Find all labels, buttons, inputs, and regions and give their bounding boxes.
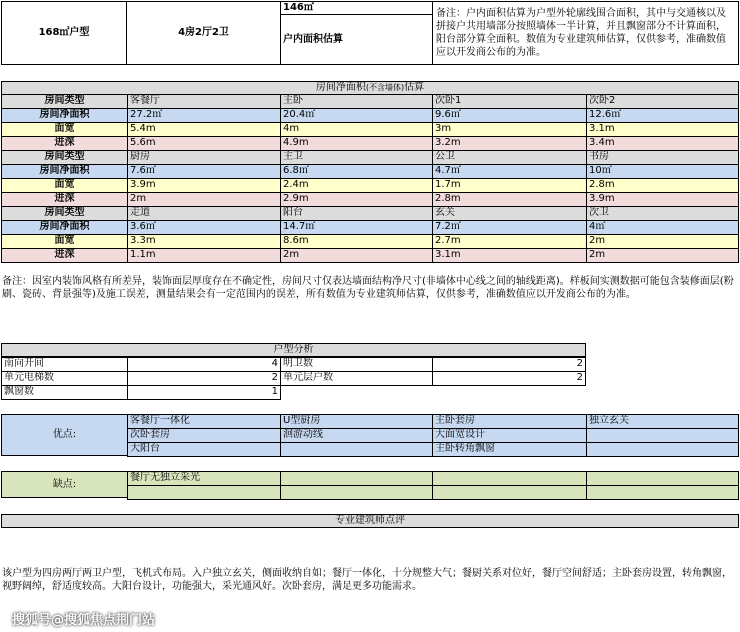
area-label: 户内面积估算 <box>283 34 343 45</box>
pros-item: 洄游动线 <box>280 428 433 443</box>
area-value: 146㎡ <box>283 2 314 13</box>
pros-item: U型厨房 <box>280 414 433 429</box>
watermark-text: 搜狐号@搜狐焦点荆门站 <box>12 613 156 628</box>
room-areas-cell: 10㎡ <box>586 164 739 179</box>
room-row-label: 房间类型 <box>1 150 128 165</box>
room-types-cell: 次卫 <box>586 206 739 221</box>
analysis-value-a: 2 <box>127 371 281 386</box>
area-value-cell <box>280 1 433 15</box>
room-types-cell: 阳台 <box>280 206 433 221</box>
cons-item: 餐厅无独立采光 <box>127 471 281 486</box>
pros-item: 客餐厅一体化 <box>127 414 281 429</box>
cons-label: 缺点: <box>52 479 77 490</box>
room-widths-cell: 3.1m <box>586 122 739 137</box>
unit-type-cell <box>1 1 127 65</box>
pros-item: 独立玄关 <box>586 414 739 429</box>
room-types-cell: 主卫 <box>280 150 433 165</box>
pros-item <box>586 428 739 443</box>
room-row-label: 房间净面积 <box>1 220 128 235</box>
analysis-value-b: 2 <box>432 371 586 386</box>
pros-item: 大阳台 <box>127 442 281 457</box>
room-areas-cell: 7.6㎡ <box>127 164 281 179</box>
analysis-title: 户型分析 <box>273 344 314 355</box>
room-types-cell: 次卧2 <box>586 94 739 109</box>
room-widths-cell: 2m <box>586 234 739 249</box>
room-row-label: 房间类型 <box>1 206 128 221</box>
room-row-label: 面宽 <box>1 122 128 137</box>
room-widths-cell: 2.8m <box>586 178 739 193</box>
room-depths-cell: 1.1m <box>127 248 281 263</box>
room-depths-cell: 3.9m <box>586 192 739 207</box>
room-widths-cell: 3.9m <box>127 178 281 193</box>
pros-item: 大面宽设计 <box>432 428 587 443</box>
room-areas-cell: 14.7㎡ <box>280 220 433 235</box>
room-areas-cell: 3.6㎡ <box>127 220 281 235</box>
unit-type: 168㎡户型 <box>38 27 90 38</box>
room-types-cell: 次卧1 <box>432 94 587 109</box>
room-depths-cell: 3.4m <box>586 136 739 151</box>
cons-item <box>586 471 739 486</box>
analysis-title-cell <box>1 343 586 357</box>
analysis-label-a: 南向开间 <box>1 357 128 372</box>
room-row-label: 进深 <box>1 136 128 151</box>
room-row-label: 进深 <box>1 248 128 263</box>
room-areas-cell: 20.4㎡ <box>280 108 433 123</box>
room-widths-cell: 8.6m <box>280 234 433 249</box>
room-table-title <box>1 81 739 95</box>
layout-text: 4房2厅2卫 <box>178 27 229 38</box>
cons-label-cell <box>1 471 128 498</box>
room-depths-cell: 2m <box>586 248 739 263</box>
cons-item <box>280 485 433 500</box>
room-note-text: 备注：因室内装饰风格有所差异，装饰面层厚度存在不确定性，房间尺寸仅表达墙面结构净尺寸(非墙体中心线之间的轴线距离)。样板间实测数据可能包含装修面层(粉刷、瓷砖、背景强等)及施工误差，测量结果会有一定范围内的误差，所有数值为专业建筑师估算，仅供参考，准确数值应以开发商公布的为准。 <box>2 276 734 300</box>
review-text: 该户型为四房两厅两卫户型，飞机式布局。入户独立玄关，侧面收纳自如；餐厅一体化，十分规整大气；餐厨关系对位好，餐厅空间舒适；主卧套房设置，转角飘窗，视野阔绰，舒适度较高。大阳台设计，功能强大，采光通风好。次卧套房，满足更多功能需求。 <box>2 568 732 592</box>
room-types-cell: 书房 <box>586 150 739 165</box>
room-widths-cell: 2.4m <box>280 178 433 193</box>
room-widths-cell: 4m <box>280 122 433 137</box>
room-table-title-small: (不含墙体) <box>365 83 405 92</box>
room-depths-cell: 5.6m <box>127 136 281 151</box>
analysis-value-a: 4 <box>127 357 281 372</box>
pros-item: 主卧套房 <box>432 414 587 429</box>
room-row-label: 进深 <box>1 192 128 207</box>
layout-cell <box>126 1 281 65</box>
pros-item <box>586 442 739 457</box>
room-areas-cell: 9.6㎡ <box>432 108 587 123</box>
header-note: 备注：户内面积估算为户型外轮廓线围合面积，其中与交通核以及拼接户共用墙部分按照墙体一半计算，并且飘窗部分不计算面积，阳台部分算全面积。数值为专业建筑师估算，仅供参考，准确数值应以开发商公布的为准。 <box>436 8 726 58</box>
room-row-label: 面宽 <box>1 234 128 249</box>
room-depths-cell: 4.9m <box>280 136 433 151</box>
analysis-label-b: 明卫数 <box>280 357 433 372</box>
area-label-cell <box>280 14 433 65</box>
analysis-value-b: 2 <box>432 357 586 372</box>
room-depths-cell: 2m <box>280 248 433 263</box>
room-table-title-main: 房间净面积 <box>315 82 366 93</box>
analysis-label-a: 飘窗数 <box>1 385 128 400</box>
analysis-label-a: 单元电梯数 <box>1 371 128 386</box>
room-types-cell: 主卧 <box>280 94 433 109</box>
pros-item: 次卧套房 <box>127 428 281 443</box>
cons-item <box>127 485 281 500</box>
room-depths-cell: 3.2m <box>432 136 587 151</box>
review-title-cell <box>1 514 739 528</box>
cons-item <box>432 471 587 486</box>
room-types-cell: 厨房 <box>127 150 281 165</box>
room-row-label: 面宽 <box>1 178 128 193</box>
room-areas-cell: 7.2㎡ <box>432 220 587 235</box>
cons-item <box>586 485 739 500</box>
room-widths-cell: 3m <box>432 122 587 137</box>
room-depths-cell: 2.9m <box>280 192 433 207</box>
room-depths-cell: 2.8m <box>432 192 587 207</box>
pros-label-cell <box>1 414 128 456</box>
room-note <box>2 275 738 321</box>
room-row-label: 房间净面积 <box>1 164 128 179</box>
room-widths-cell: 2.7m <box>432 234 587 249</box>
pros-item: 主卧转角飘窗 <box>432 442 587 457</box>
review-body <box>2 567 738 597</box>
room-types-cell: 公卫 <box>432 150 587 165</box>
room-widths-cell: 1.7m <box>432 178 587 193</box>
watermark <box>12 609 155 628</box>
analysis-label-b: 单元层户数 <box>280 371 433 386</box>
room-areas-cell: 6.8㎡ <box>280 164 433 179</box>
analysis-value-a: 1 <box>127 385 281 400</box>
room-areas-cell: 4㎡ <box>586 220 739 235</box>
room-depths-cell: 2m <box>127 192 281 207</box>
room-row-label: 房间类型 <box>1 94 128 109</box>
room-types-cell: 玄关 <box>432 206 587 221</box>
cons-item <box>280 471 433 486</box>
room-table-title-tail: 估算 <box>404 82 425 93</box>
room-row-label: 房间净面积 <box>1 108 128 123</box>
header-note-cell <box>432 1 739 65</box>
room-widths-cell: 5.4m <box>127 122 281 137</box>
room-types-cell: 客餐厅 <box>127 94 281 109</box>
room-areas-cell: 27.2㎡ <box>127 108 281 123</box>
pros-label: 优点: <box>52 429 77 440</box>
room-areas-cell: 4.7㎡ <box>432 164 587 179</box>
review-title: 专业建筑师点评 <box>335 515 405 526</box>
cons-item <box>432 485 587 500</box>
pros-item <box>280 442 433 457</box>
room-widths-cell: 3.3m <box>127 234 281 249</box>
room-areas-cell: 12.6㎡ <box>586 108 739 123</box>
room-depths-cell: 3.1m <box>432 248 587 263</box>
room-types-cell: 走道 <box>127 206 281 221</box>
